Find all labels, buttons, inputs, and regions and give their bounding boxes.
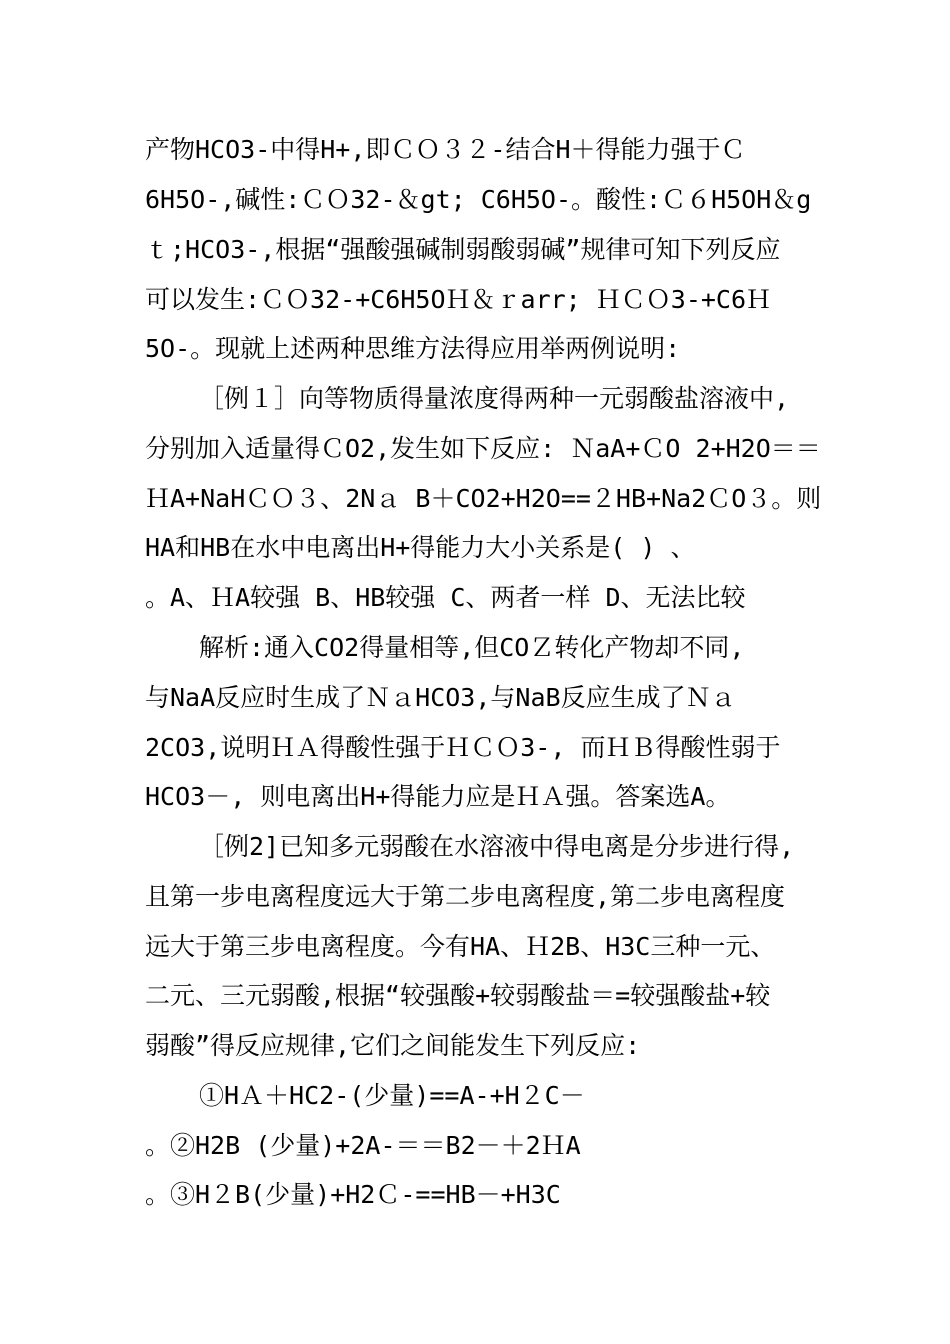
- text-line: 5O-。现就上述两种思维方法得应用举两例说明:: [145, 334, 681, 363]
- reaction-3: 。③H２B(少量)+H2Ｃ-==HB－+H3C: [145, 1180, 561, 1209]
- text-line: 二元、三元弱酸,根据“较强酸+较弱酸盐＝=较强酸盐+较: [145, 981, 771, 1010]
- text-line: 与NaA反应时生成了ＮａHCO3,与NaB反应生成了Ｎａ: [145, 683, 736, 712]
- text-line: 远大于第三步电离程度。今有HA、Ｈ2B、H3C三种一元、: [145, 932, 776, 961]
- paragraph-example-1: ［例１］向等物质得量浓度得两种一元弱酸盐溶液中,: [199, 384, 790, 413]
- text-line: ＨA+NaHＣＯ３、2Nａ B＋CO2+H2O==２HB+Na2ＣO３。则: [145, 484, 822, 513]
- text-line: 2CO3,说明ＨＡ得酸性强于ＨＣＯ3-, 而ＨＢ得酸性弱于: [145, 733, 781, 762]
- text-line: 且第一步电离程度远大于第二步电离程度,第二步电离程度: [145, 882, 786, 911]
- answer-options: 。A、ＨA较强 B、HB较强 C、两者一样 D、无法比较: [145, 583, 746, 612]
- text-line: 分别加入适量得ＣO2,发生如下反应: ＮaA+ＣO 2+H2O＝＝: [145, 434, 821, 463]
- text-line: HCO3－, 则电离出H+得能力应是ＨＡ强。答案选A。: [145, 782, 731, 811]
- text-line: HA和HB在水中电离出H+得能力大小关系是( ) 、: [145, 533, 696, 562]
- text-line: 产物HCO3-中得H+,即ＣＯ３２-结合H＋得能力强于Ｃ: [145, 135, 746, 164]
- paragraph-example-2: ［例2]已知多元弱酸在水溶液中得电离是分步进行得,: [199, 832, 795, 861]
- reaction-1: ①HＡ＋HC2-(少量)==A-+H２C－: [199, 1081, 585, 1110]
- text-line: ｔ;HCO3-,根据“强酸强碱制弱酸弱碱”规律可知下列反应: [145, 235, 781, 264]
- paragraph-analysis: 解析:通入CO2得量相等,但COＺ转化产物却不同,: [199, 633, 745, 662]
- text-line: 可以发生:ＣＯ32-+C6H5OＨ＆ｒarr; ＨＣＯ3-+C6Ｈ: [145, 285, 772, 314]
- text-line: 弱酸”得反应规律,它们之间能发生下列反应:: [145, 1031, 641, 1060]
- text-line: 6H5O-,碱性:ＣＯ32-＆gt; C6H5O-。酸性:Ｃ６H5OH＆g: [145, 185, 812, 214]
- reaction-2: 。②H2B (少量)+2A-＝＝B2－＋2ＨA: [145, 1131, 581, 1160]
